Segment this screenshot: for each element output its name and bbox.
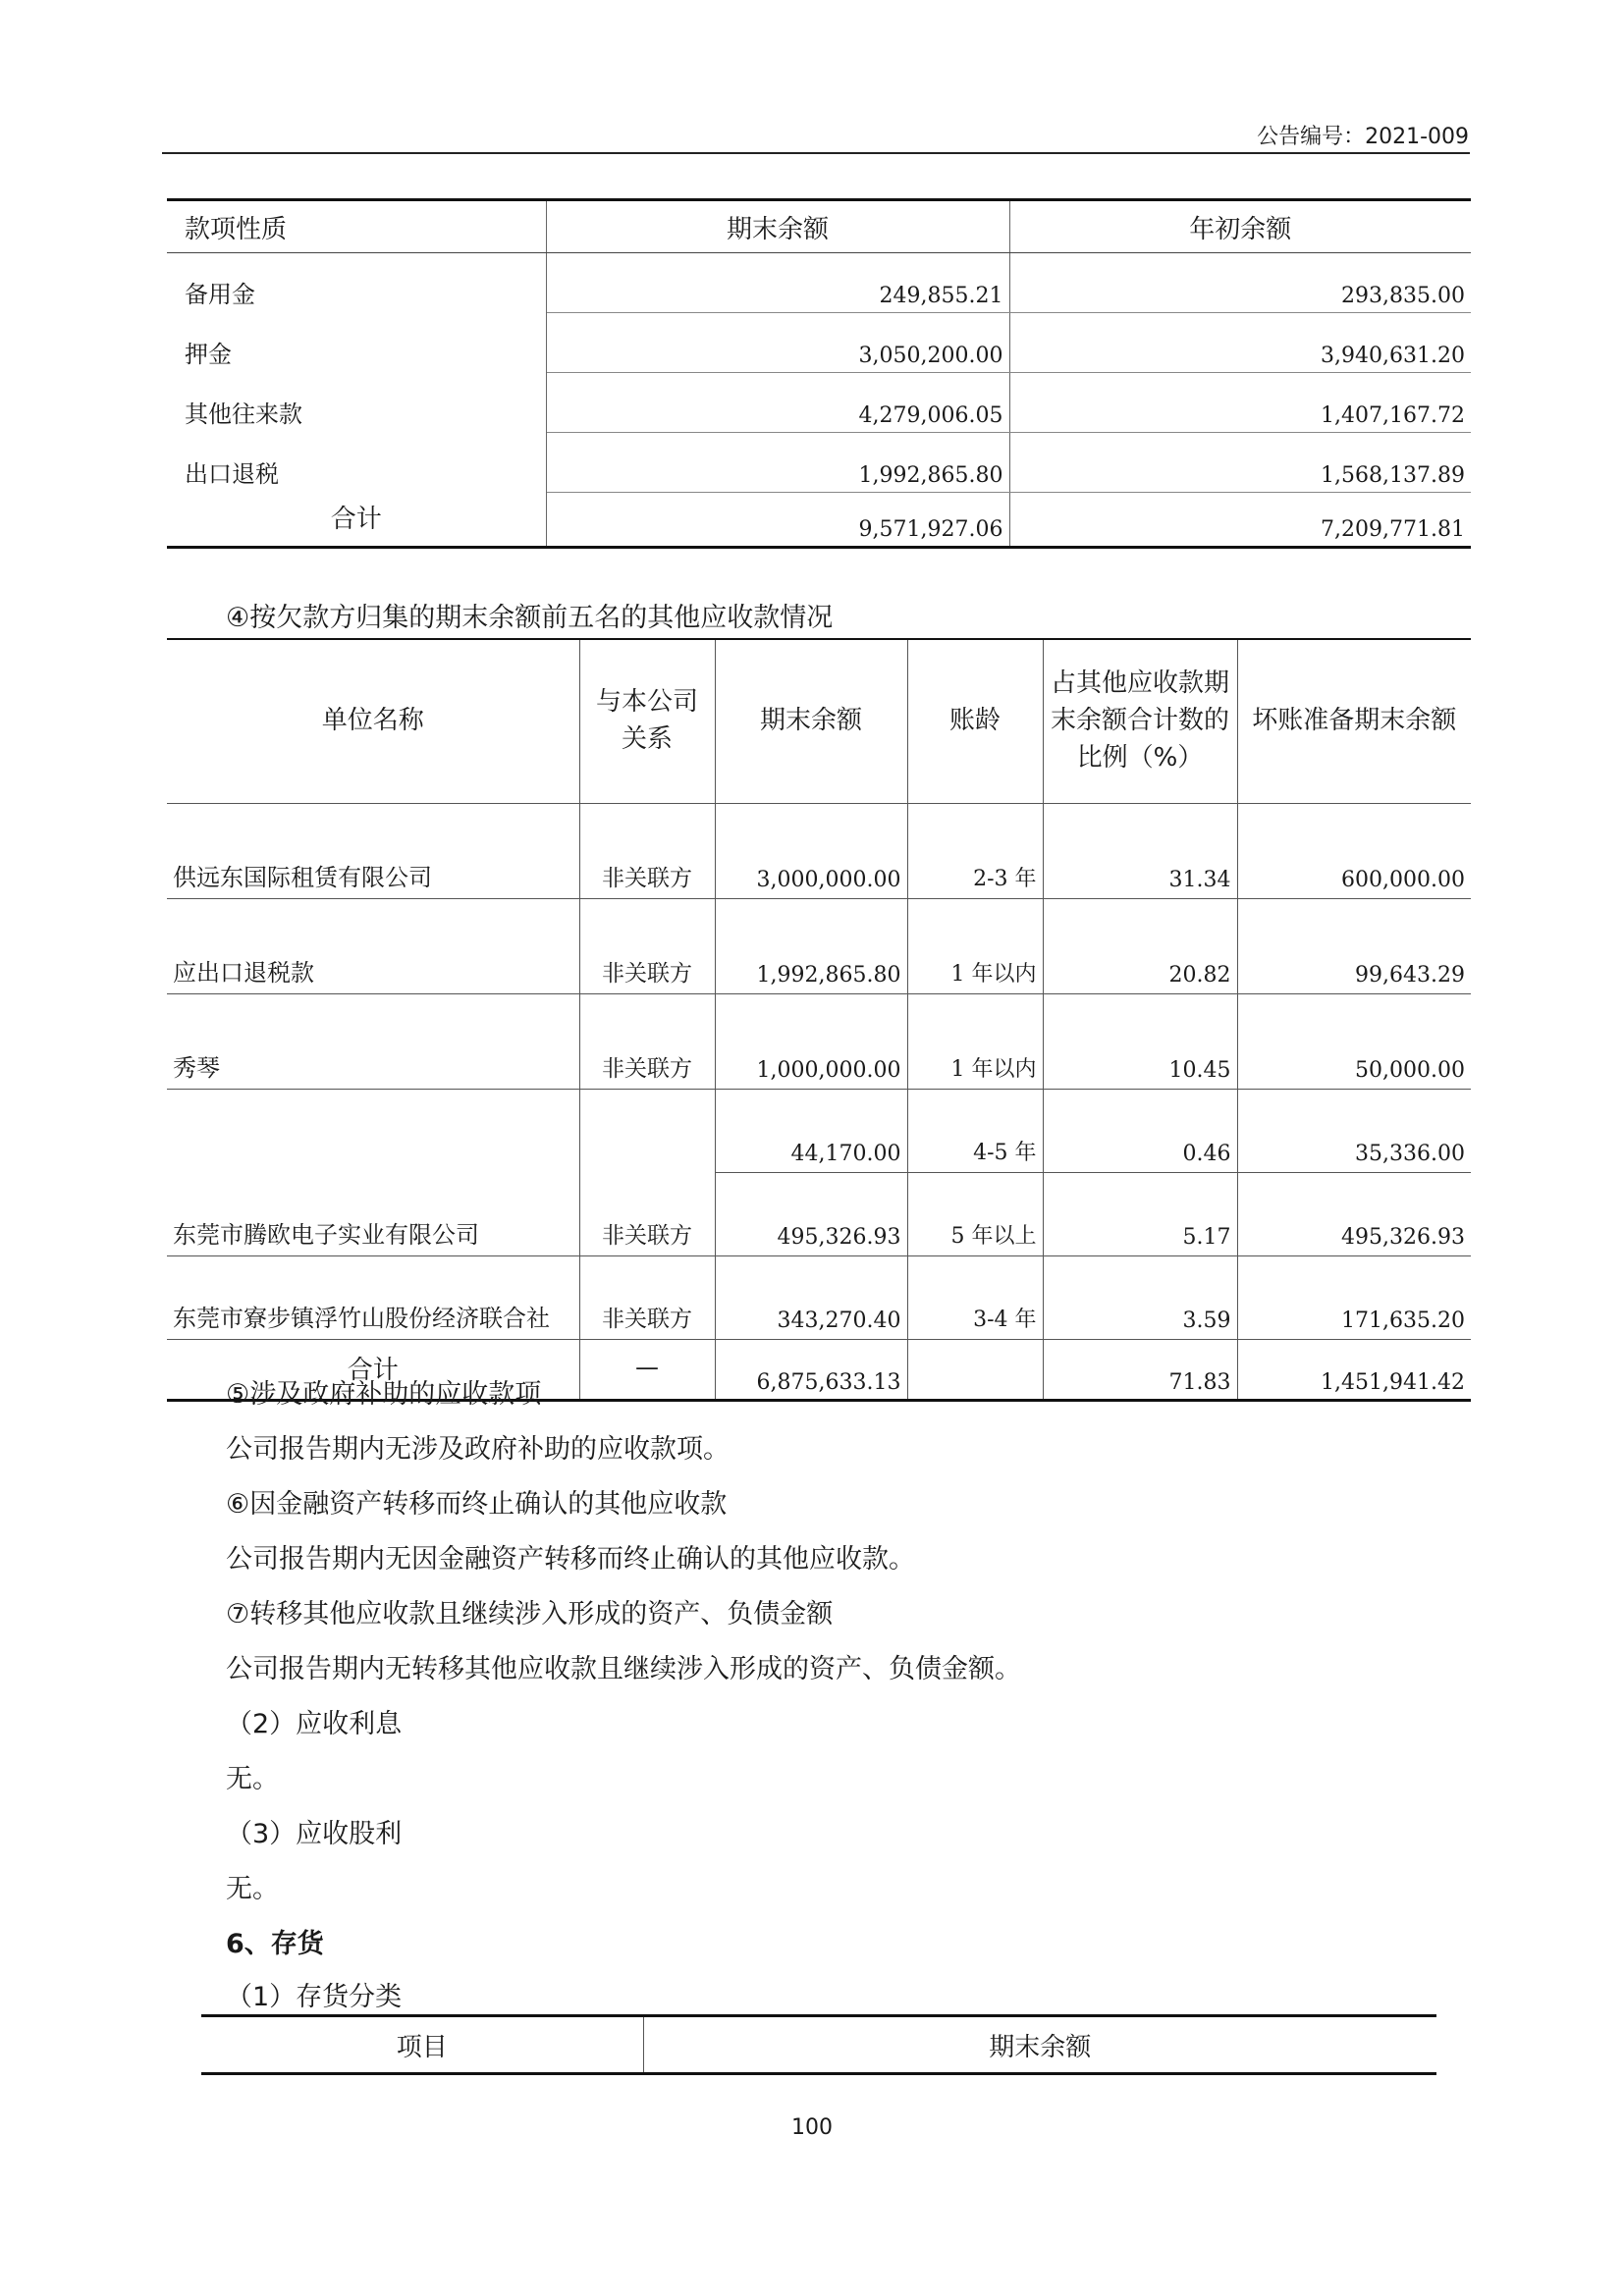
table-row <box>167 313 1471 373</box>
relation: 非关联方 <box>579 1090 715 1256</box>
col-header: 占其他应收款期末余额合计数的比例（%） <box>1043 639 1237 804</box>
table-row <box>167 253 1471 313</box>
cell-value: 3,050,200.00 <box>546 313 1009 373</box>
col-header: 坏账准备期末余额 <box>1237 639 1471 804</box>
table-header-row <box>201 2016 1436 2074</box>
ratio: 0.46 <box>1043 1090 1237 1173</box>
receivable-nature-table <box>167 198 1471 549</box>
bad-debt-provision: 35,336.00 <box>1237 1090 1471 1173</box>
balance: 1,992,865.80 <box>715 899 907 994</box>
inventory-subheading: （1）存货分类 <box>226 1982 403 2012</box>
cell-value: 4,279,006.05 <box>546 373 1009 433</box>
aging: 5 年以上 <box>907 1173 1043 1256</box>
table-row <box>167 804 1471 899</box>
section-5-body: 公司报告期内无涉及政府补助的应收款项。 <box>226 1434 730 1465</box>
entity-name: 供远东国际租赁有限公司 <box>167 804 579 899</box>
entity-name: 东莞市寮步镇浮竹山股份经济联合社 <box>167 1256 579 1340</box>
total-provision: 1,451,941.42 <box>1321 1370 1465 1395</box>
cell-value: 1,407,167.72 <box>1009 373 1471 433</box>
total-value: 9,571,927.06 <box>546 493 1009 548</box>
row-label: 出口退税 <box>167 433 546 493</box>
aging: 2-3 年 <box>907 804 1043 899</box>
page-number: 100 <box>791 2115 833 2140</box>
cell-value: 3,940,631.20 <box>1009 313 1471 373</box>
top-five-debtors-table <box>167 638 1471 1402</box>
col-header: 项目 <box>201 2016 643 2074</box>
row-label: 其他往来款 <box>167 373 546 433</box>
total-relation: — <box>579 1340 715 1401</box>
col-header: 期末余额 <box>546 200 1009 253</box>
table-row <box>167 373 1471 433</box>
ratio: 20.82 <box>1043 899 1237 994</box>
table-row <box>167 899 1471 994</box>
section-7-body: 公司报告期内无转移其他应收款且继续涉入形成的资产、负债金额。 <box>226 1654 1021 1684</box>
entity-name: 东莞市腾欧电子实业有限公司 <box>167 1090 579 1256</box>
relation: 非关联方 <box>579 994 715 1090</box>
balance: 3,000,000.00 <box>715 804 907 899</box>
table-row <box>167 1090 1471 1173</box>
table-row <box>167 433 1471 493</box>
cell-value: 293,835.00 <box>1009 253 1471 313</box>
col-header: 年初余额 <box>1009 200 1471 253</box>
relation: 非关联方 <box>579 804 715 899</box>
balance: 1,000,000.00 <box>715 994 907 1090</box>
cell-value: 249,855.21 <box>546 253 1009 313</box>
bad-debt-provision: 99,643.29 <box>1237 899 1471 994</box>
bad-debt-provision: 495,326.93 <box>1237 1173 1471 1256</box>
section-5-title: ⑤涉及政府补助的应收款项 <box>226 1379 542 1410</box>
total-value: 7,209,771.81 <box>1321 517 1465 542</box>
row-label: 备用金 <box>167 253 546 313</box>
entity-name: 秀琴 <box>167 994 579 1090</box>
aging: 1 年以内 <box>907 994 1043 1090</box>
row-label: 押金 <box>167 313 546 373</box>
col-header: 与本公司关系 <box>579 639 715 804</box>
header-rule <box>162 152 1470 154</box>
subsection-3-body: 无。 <box>226 1874 279 1904</box>
balance: 343,270.40 <box>715 1256 907 1340</box>
ratio: 3.59 <box>1043 1256 1237 1340</box>
entity-name: 应出口退税款 <box>167 899 579 994</box>
total-ratio: 71.83 <box>1043 1340 1237 1401</box>
total-label: 合计 <box>167 1340 579 1401</box>
col-header: 期末余额 <box>989 2032 1092 2062</box>
inventory-table <box>201 2014 1436 2075</box>
document-number: 公告编号：2021-009 <box>1257 125 1469 149</box>
bad-debt-provision: 50,000.00 <box>1237 994 1471 1090</box>
total-label: 合计 <box>167 493 546 548</box>
ratio: 5.17 <box>1043 1173 1237 1256</box>
subsection-3-title: （3）应收股利 <box>226 1819 403 1849</box>
balance: 495,326.93 <box>715 1173 907 1256</box>
table-header-row <box>167 200 1471 253</box>
table-row <box>167 1256 1471 1340</box>
subsection-2-body: 无。 <box>226 1764 279 1794</box>
col-header: 款项性质 <box>167 200 546 253</box>
col-header: 账龄 <box>907 639 1043 804</box>
balance: 44,170.00 <box>715 1090 907 1173</box>
cell-value: 1,568,137.89 <box>1009 433 1471 493</box>
table-row <box>167 994 1471 1090</box>
col-header: 期末余额 <box>715 639 907 804</box>
section-7-title: ⑦转移其他应收款且继续涉入形成的资产、负债金额 <box>226 1599 834 1629</box>
bad-debt-provision: 171,635.20 <box>1237 1256 1471 1340</box>
col-header: 单位名称 <box>167 639 579 804</box>
table-total-row <box>167 493 1471 548</box>
subsection-2-title: （2）应收利息 <box>226 1709 403 1739</box>
inventory-heading: 6、存货 <box>226 1929 324 1959</box>
relation: 非关联方 <box>579 899 715 994</box>
section-6-body: 公司报告期内无因金融资产转移而终止确认的其他应收款。 <box>226 1544 915 1575</box>
ratio: 10.45 <box>1043 994 1237 1090</box>
relation: 非关联方 <box>579 1256 715 1340</box>
aging: 3-4 年 <box>907 1256 1043 1340</box>
ratio: 31.34 <box>1043 804 1237 899</box>
total-balance: 6,875,633.13 <box>715 1340 907 1401</box>
section-6-title: ⑥因金融资产转移而终止确认的其他应收款 <box>226 1489 728 1520</box>
cell-value: 1,992,865.80 <box>546 433 1009 493</box>
section-4-title: ④按欠款方归集的期末余额前五名的其他应收款情况 <box>226 603 834 633</box>
aging: 4-5 年 <box>907 1090 1043 1173</box>
aging: 1 年以内 <box>907 899 1043 994</box>
table-header-row <box>167 639 1471 804</box>
bad-debt-provision: 600,000.00 <box>1237 804 1471 899</box>
total-aging <box>907 1340 1043 1401</box>
